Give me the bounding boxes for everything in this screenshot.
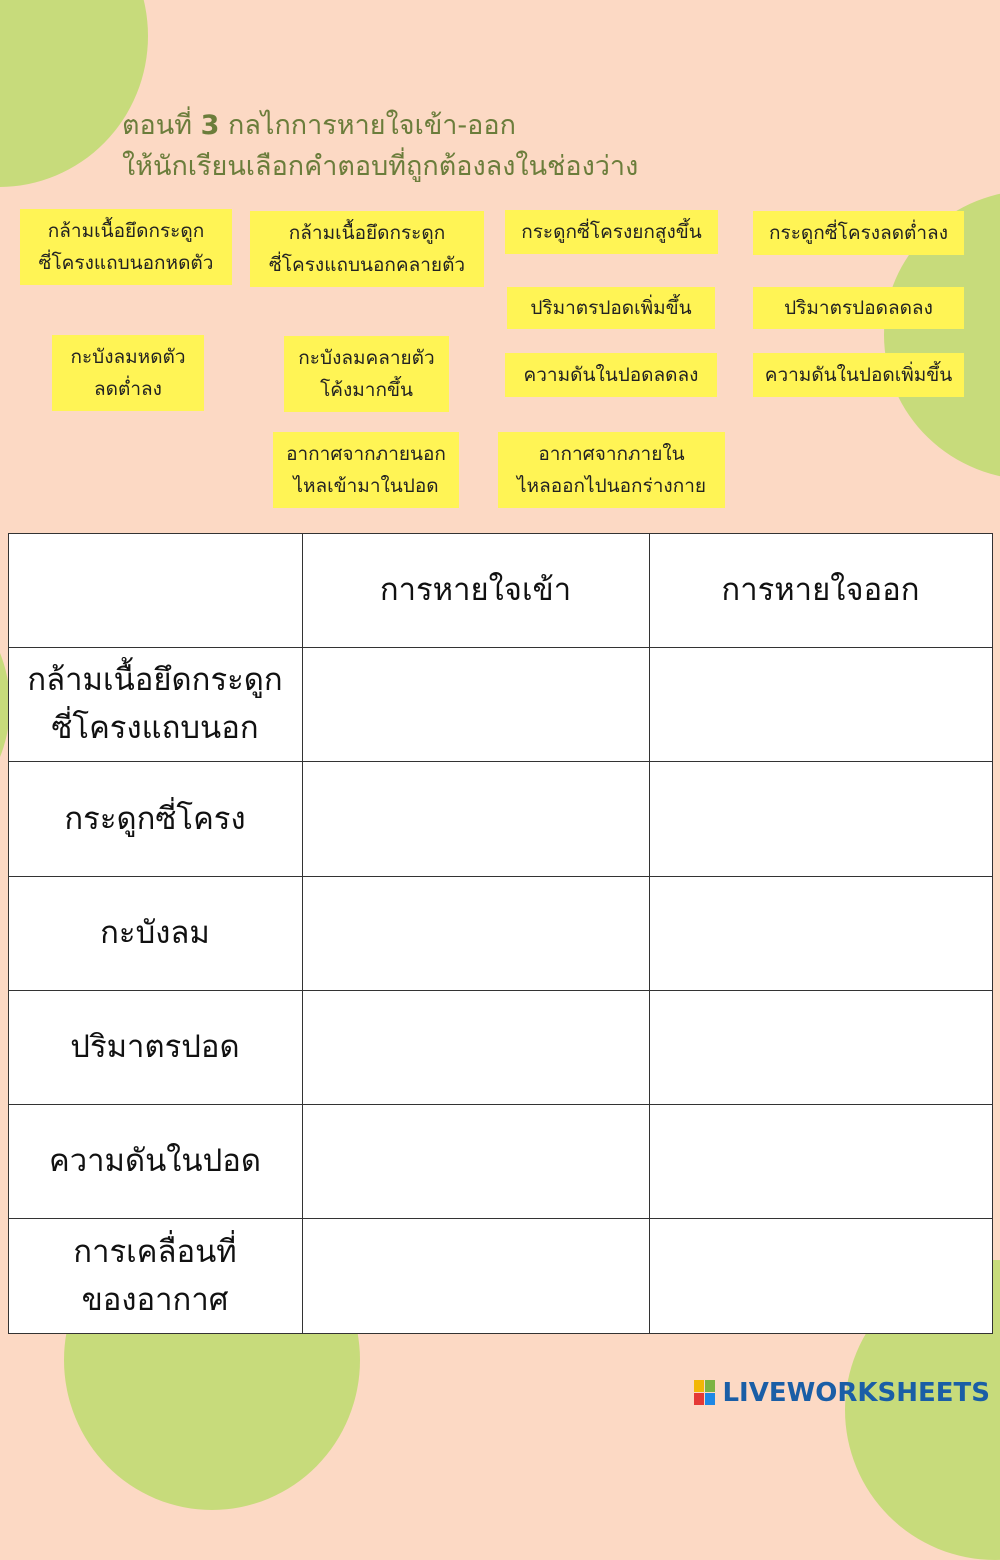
card-line: ซี่โครงแถบนอกคลายตัว <box>268 254 466 276</box>
section-title-suffix: กลไกการหายใจเข้า-ออก <box>219 110 516 141</box>
answer-card-diaphragm-relax[interactable] <box>284 336 449 412</box>
answer-card-lung-volume-decrease[interactable] <box>753 287 964 329</box>
answer-card-ribs-raise[interactable] <box>505 210 718 254</box>
row-label-line: กะบังลม <box>100 915 210 951</box>
card-line: กระดูกซี่โครงลดต่ำลง <box>769 222 948 244</box>
section-title <box>122 112 516 139</box>
card-line: ลดต่ำลง <box>94 378 162 400</box>
card-line: ซี่โครงแถบนอกหดตัว <box>38 252 214 274</box>
card-line: กะบังลมหดตัว <box>70 346 186 368</box>
section-number: 3 <box>200 110 220 141</box>
table-row-label <box>8 647 302 761</box>
card-line: กระดูกซี่โครงยกสูงขึ้น <box>521 221 702 243</box>
card-line: กล้ามเนื้อยึดกระดูก <box>288 222 446 244</box>
answer-table <box>8 533 993 1334</box>
drop-zone-inhale-air-movement[interactable] <box>303 1219 649 1333</box>
row-label-line: ของอากาศ <box>81 1281 229 1318</box>
drop-zone-inhale-lung-volume[interactable] <box>303 991 649 1104</box>
card-line: อากาศจากภายนอก <box>286 443 446 465</box>
card-line: โค้งมากขึ้น <box>320 379 413 401</box>
card-line: ความดันในปอดลดลง <box>523 364 699 386</box>
table-header-inhale: การหายใจเข้า <box>379 572 572 608</box>
answer-card-lung-volume-increase[interactable] <box>507 287 715 329</box>
answer-card-muscle-contract[interactable] <box>20 209 232 285</box>
drop-zone-inhale-ribs[interactable] <box>303 762 649 876</box>
row-label-line: กระดูกซี่โครง <box>64 800 246 837</box>
drop-zone-exhale-diaphragm[interactable] <box>650 877 992 990</box>
drop-zone-inhale-pressure[interactable] <box>303 1105 649 1218</box>
card-line: ปริมาตรปอดเพิ่มขึ้น <box>530 297 692 319</box>
drop-zone-inhale-muscle[interactable] <box>303 648 649 761</box>
card-line: ความดันในปอดเพิ่มขึ้น <box>764 364 953 386</box>
answer-card-ribs-lower[interactable] <box>753 211 964 255</box>
card-line: ไหลเข้ามาในปอด <box>293 475 439 497</box>
card-line: อากาศจากภายใน <box>538 443 685 465</box>
table-border <box>992 533 993 1334</box>
table-border <box>8 1333 993 1334</box>
instruction-text: ให้นักเรียนเลือกคำตอบที่ถูกต้องลงในช่องว่าง <box>122 151 639 182</box>
drop-zone-exhale-muscle[interactable] <box>650 648 992 761</box>
section-title-prefix: ตอนที่ <box>122 110 201 141</box>
row-label-line: ซี่โครงแถบนอก <box>51 710 259 746</box>
table-header-empty <box>8 533 302 647</box>
table-row-label <box>8 761 302 876</box>
table-row-label <box>8 990 302 1104</box>
drop-zone-exhale-pressure[interactable] <box>650 1105 992 1218</box>
liveworksheets-logo <box>694 1376 990 1410</box>
answer-card-pressure-decrease[interactable] <box>505 353 717 397</box>
table-row-label <box>8 1218 302 1333</box>
table-row-label <box>8 1104 302 1218</box>
answer-card-pressure-increase[interactable] <box>753 353 964 397</box>
card-line: ปริมาตรปอดลดลง <box>784 297 933 319</box>
answer-card-diaphragm-contract[interactable] <box>52 335 204 411</box>
card-line: กะบังลมคลายตัว <box>298 347 435 369</box>
table-header-exhale: การหายใจออก <box>721 572 920 608</box>
row-label-line: ปริมาตรปอด <box>70 1029 240 1065</box>
drop-zone-exhale-ribs[interactable] <box>650 762 992 876</box>
card-line: ไหลออกไปนอกร่างกาย <box>516 475 707 497</box>
drop-zone-inhale-diaphragm[interactable] <box>303 877 649 990</box>
answer-card-air-inflow[interactable] <box>273 432 459 508</box>
card-line: กล้ามเนื้อยึดกระดูก <box>47 220 205 242</box>
drop-zone-exhale-air-movement[interactable] <box>650 1219 992 1333</box>
liveworksheets-logo-text: LIVEWORKSHEETS <box>722 1378 990 1408</box>
table-row-label <box>8 876 302 990</box>
liveworksheets-mark-icon <box>694 1380 716 1406</box>
answer-card-muscle-relax[interactable] <box>250 211 484 287</box>
drop-zone-exhale-lung-volume[interactable] <box>650 991 992 1104</box>
answer-card-air-outflow[interactable] <box>498 432 725 508</box>
row-label-line: ความดันในปอด <box>48 1143 262 1179</box>
row-label-line: การเคลื่อนที่ <box>73 1233 237 1270</box>
row-label-line: กล้ามเนื้อยึดกระดูก <box>27 662 283 698</box>
